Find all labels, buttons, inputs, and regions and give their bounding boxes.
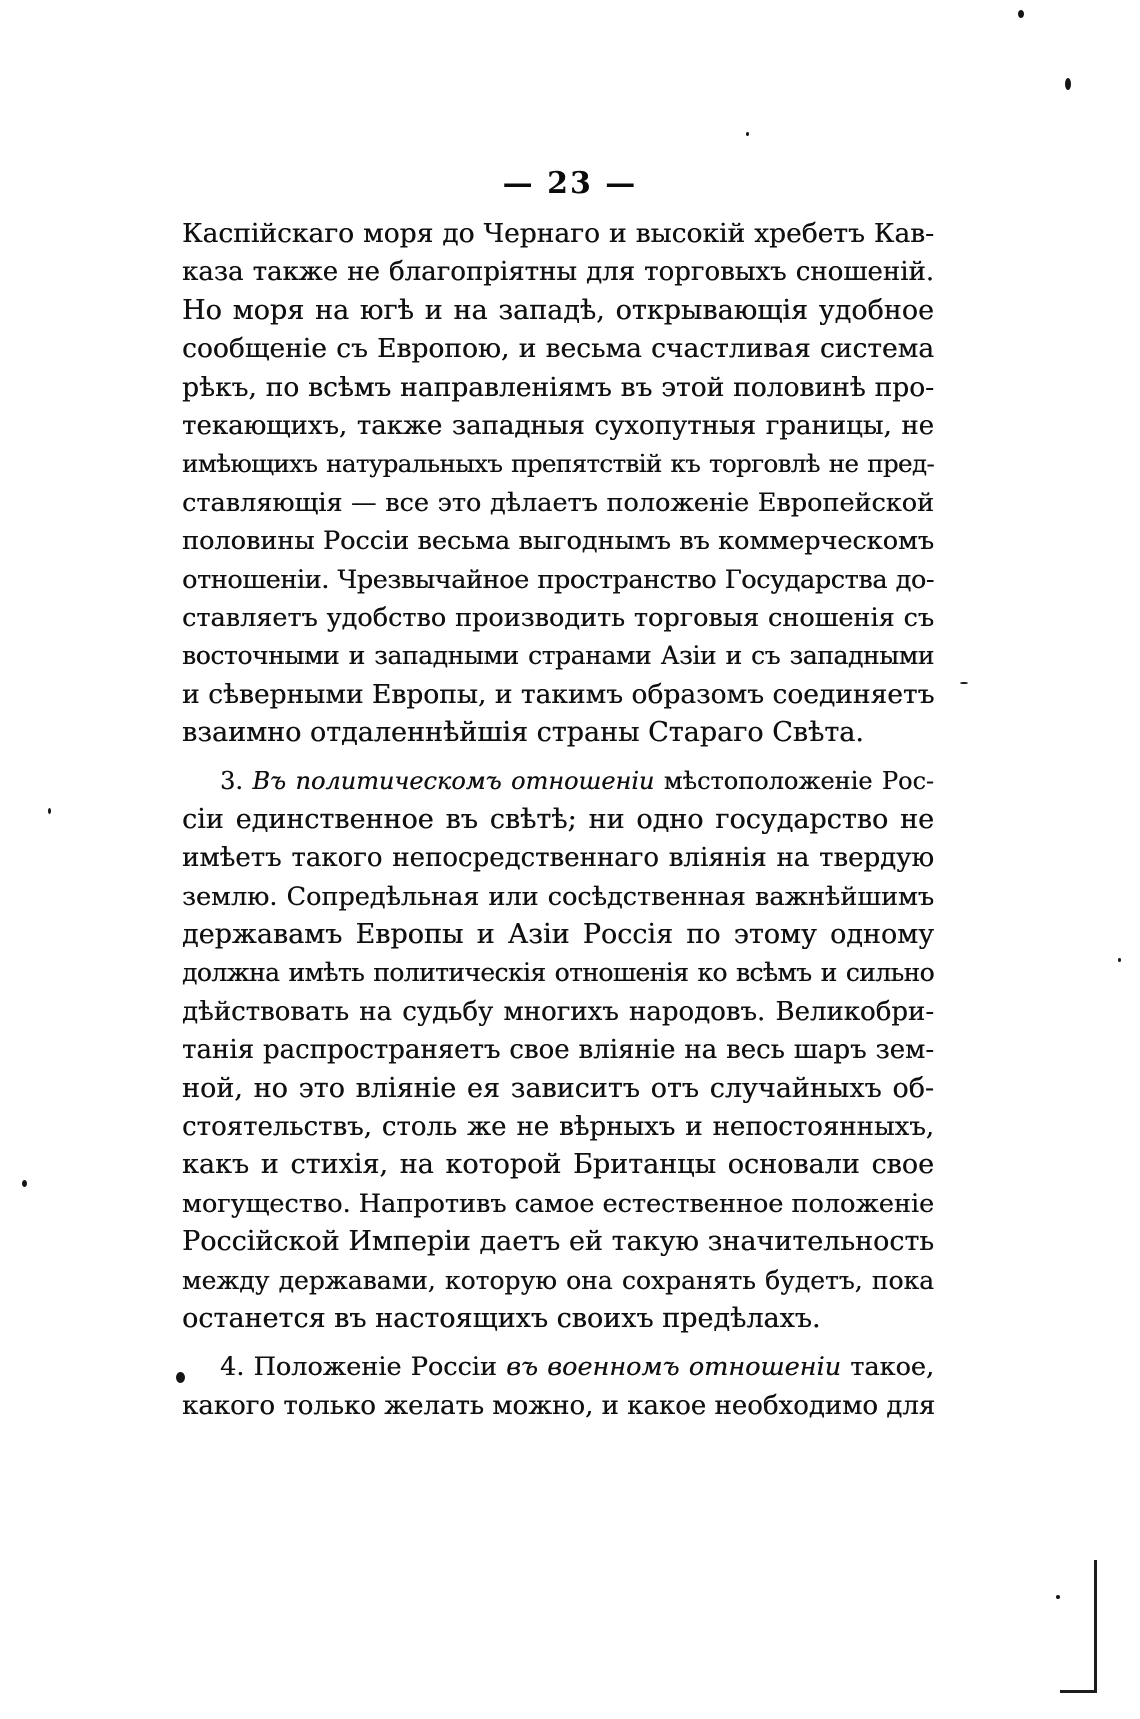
paragraph-3: [182, 1348, 934, 1425]
scan-speck: [48, 808, 51, 814]
scan-speck: [1118, 958, 1121, 962]
body-text: [182, 215, 934, 1425]
text-line: сообщеніе съ Европою, и весьма счастливая система: [182, 333, 934, 365]
text-line: дѣйствовать на судьбу многихъ народовъ. Великобри-: [182, 996, 934, 1027]
scan-edge-mark: [1094, 1560, 1097, 1690]
emphasized-phrase: въ военномъ отношеніи: [506, 1352, 841, 1383]
text-line: стоятельствъ, столь же не вѣрныхъ и непостоянныхъ,: [182, 1111, 934, 1142]
scan-edge-mark: [1060, 1690, 1097, 1693]
text-line: восточными и западными странами Азіи и съ западными: [182, 641, 934, 671]
text-line: текающихъ, также западныя сухопутныя границы, не: [182, 410, 934, 441]
text-line: какъ и стихія, на которой Британцы основали свое: [182, 1149, 934, 1181]
text-line: ставляющія — все это дѣлаетъ положеніе Европейской: [182, 487, 934, 518]
emphasized-phrase: Въ политическомъ отношеніи: [252, 767, 655, 796]
text-line: Россійской Имперіи даетъ ей такую значительность: [182, 1226, 934, 1258]
text-line: каза также не благопріятны для торговыхъ сношеній.: [182, 257, 934, 288]
lead-rest: мѣстоположеніе Рос-: [663, 767, 934, 796]
text-line: какого только желать можно, и какое необходимо для: [182, 1390, 936, 1421]
text-line: останется въ настоящихъ своихъ предѣлахъ.: [182, 1302, 821, 1334]
text-line: землю. Сопредѣльная или сосѣдственная важнѣйшимъ: [182, 881, 934, 912]
paragraph-2: [182, 762, 934, 1338]
paragraph-lead: 4. Положеніе Россіи: [220, 1352, 497, 1383]
paragraph-number: 3.: [220, 767, 243, 796]
scan-speck: [960, 682, 968, 684]
text-line: отношеніи. Чрезвычайное пространство Государства до-: [182, 564, 934, 595]
text-line: рѣкъ, по всѣмъ направленіямъ въ этой половинѣ про-: [182, 371, 934, 403]
text-line: имѣющихъ натуральныхъ препятствій къ торговлѣ не пред-: [182, 449, 934, 479]
page-number: — 23 —: [502, 166, 638, 201]
scan-speck: [746, 132, 749, 136]
text-line: взаимно отдаленнѣйшія страны Стараго Свѣта.: [182, 717, 864, 749]
text-line: должна имѣть политическія отношенія ко всѣмъ и сильно: [182, 958, 934, 988]
scan-speck: [1065, 78, 1071, 90]
text-line: Каспійскаго моря до Чернаго и высокій хребетъ Кав-: [182, 218, 934, 249]
text-line: ной, но это вліяніе ея зависитъ отъ случайныхъ об-: [182, 1072, 934, 1104]
text-line: сіи единственное въ свѣтѣ; ни одно государство не: [182, 803, 934, 835]
scan-speck: [22, 1180, 27, 1187]
text-line: половины Россіи весьма выгоднымъ въ коммерческомъ: [182, 526, 934, 557]
text-line: ставляетъ удобство производить торговыя сношенія съ: [182, 602, 934, 633]
scan-speck: [176, 1372, 185, 1383]
text-line-lead: [182, 762, 934, 800]
text-line-lead: [182, 1348, 934, 1386]
lead-rest: такое,: [850, 1352, 934, 1383]
text-line: державамъ Европы и Азіи Россія по этому одному: [182, 919, 934, 951]
scan-speck: [1018, 10, 1024, 18]
text-line: имѣетъ такого непосредственнаго вліянія на твердую: [182, 843, 934, 874]
text-line: Но моря на югѣ и на западѣ, открывающія удобное: [182, 294, 934, 326]
text-line: между державами, которую она сохранять будетъ, пока: [182, 1265, 934, 1295]
text-line: и сѣверными Европы, и такимъ образомъ соединяетъ: [182, 678, 935, 710]
paragraph-1: [182, 215, 934, 752]
text-line: могущество. Напротивъ самое естественное положеніе: [182, 1188, 935, 1219]
scan-speck: [1056, 1595, 1060, 1599]
text-line: танія распространяетъ свое вліяніе на весь шаръ зем-: [182, 1035, 934, 1066]
